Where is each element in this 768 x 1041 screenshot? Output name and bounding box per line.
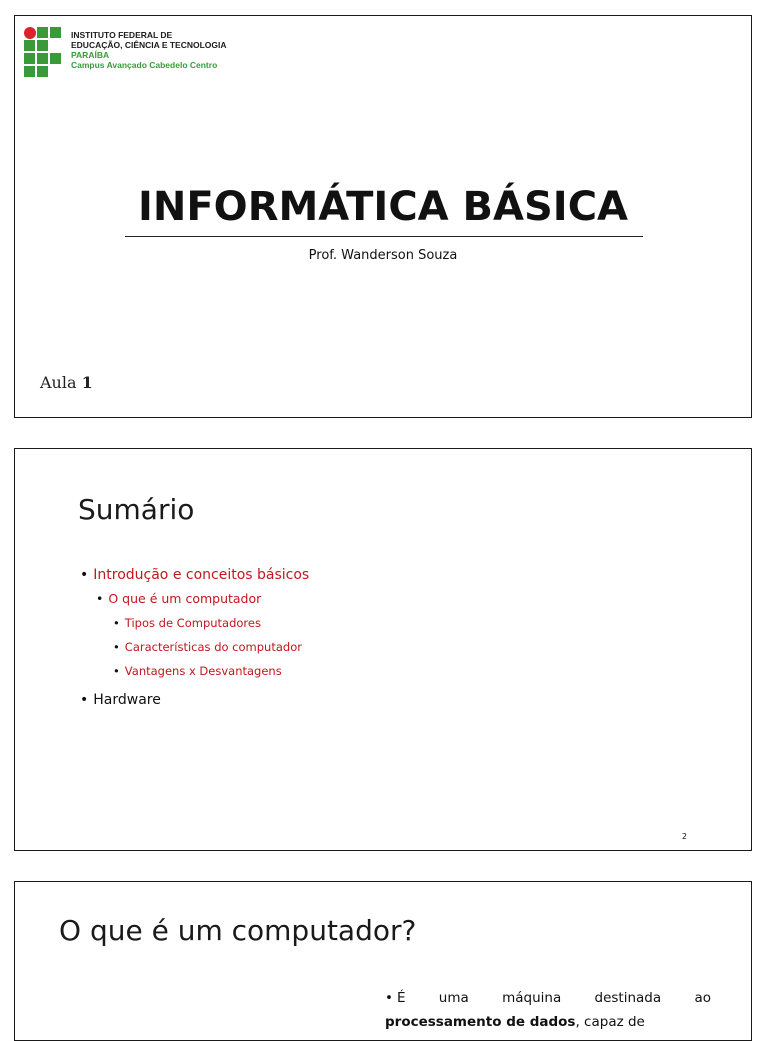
lesson-label [40,373,93,392]
list-item: • Características do computador [113,640,309,654]
logo-line-2: EDUCAÇÃO, CIÊNCIA E TECNOLOGIA [71,40,227,50]
summary-list [80,567,309,716]
body-text-start: É uma máquina destinada ao [396,990,711,1006]
logo-red-dot [24,27,36,39]
list-item: • Hardware [80,692,309,708]
body-text-rest: , capaz de [575,1014,645,1030]
slide-title: INFORMÁTICA BÁSICA [138,184,628,230]
list-item: • Introdução e conceitos básicos [80,567,309,583]
logo-grid-icon [23,26,63,78]
list-item: • Vantagens x Desvantagens [113,664,309,678]
logo-line-3: PARAÍBA [71,50,110,60]
slide-title: Sumário [78,493,195,526]
page-number: 2 [681,832,687,841]
logo-line-4: Campus Avançado Cabedelo Centro [71,60,218,70]
body-text-bold: processamento de dados [385,1014,576,1030]
logo-text [71,30,227,70]
slide-body [385,986,711,1034]
summary-slide [14,448,752,851]
title-underline [125,236,643,237]
list-item: • O que é um computador [96,591,309,606]
slide-title: O que é um computador? [59,914,417,947]
title-slide [14,15,752,418]
lesson-number: 1 [81,373,93,392]
lesson-word: Aula [40,373,77,392]
list-item: • Tipos de Computadores [113,616,309,630]
logo-line-1: INSTITUTO FEDERAL DE [71,30,173,40]
bullet-icon: • [385,990,393,1006]
institution-logo [23,26,233,82]
slide-subtitle: Prof. Wanderson Souza [308,248,458,263]
content-slide [14,881,752,1041]
